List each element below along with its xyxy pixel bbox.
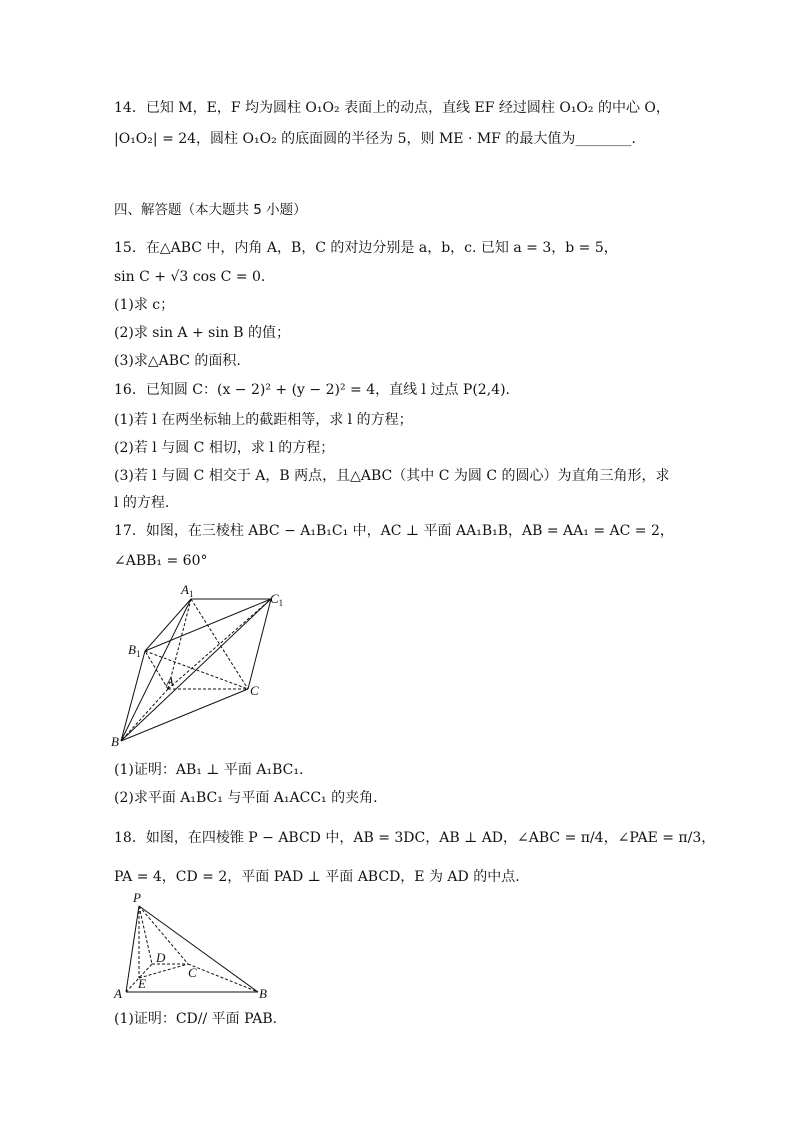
q16-part3a: (3)若 l 与圆 C 相交于 A，B 两点，且△ABC（其中 C 为圆 C 的圆心）为直角三角形，求 [114, 468, 670, 484]
label-b1: $B_1$ [128, 642, 141, 659]
label-d: D [156, 950, 166, 965]
q16-part2: (2)若 l 与圆 C 相切，求 l 的方程； [114, 440, 335, 456]
edge-a-c1-dashed [168, 599, 271, 689]
edge-b-c1 [121, 599, 271, 741]
section-title: 四、解答题（本大题共 5 小题） [114, 202, 307, 218]
label-a: A [166, 674, 174, 689]
q15-part3: (3)求△ABC 的面积. [114, 353, 241, 369]
label-a1: $A_1$ [181, 582, 194, 599]
q18-part1: (1)证明：CD// 平面 PAB. [114, 1011, 278, 1027]
q15-line1: 15．在△ABC 中，内角 A，B，C 的对边分别是 a，b，c. 已知 a = 3，b = 5， [114, 240, 618, 256]
edge-p-b [139, 906, 258, 992]
q16-part1: (1)若 l 在两坐标轴上的截距相等，求 l 的方程； [114, 412, 413, 428]
edge-b-c [121, 689, 248, 741]
q15-part1: (1)求 c； [114, 297, 175, 313]
label-a: A [114, 986, 122, 1001]
prism-figure [108, 578, 293, 750]
q17-part2: (2)求平面 A₁BC₁ 与平面 A₁ACC₁ 的夹角. [114, 790, 378, 806]
label-c: C [250, 683, 259, 698]
label-p: P [133, 890, 141, 905]
q17-part1: (1)证明：AB₁ ⊥ 平面 A₁BC₁. [114, 762, 304, 778]
q14-line2: |O₁O₂| = 24，圆柱 O₁O₂ 的底面圆的半径为 5，则 ME · MF 的最大值为________. [114, 131, 636, 147]
q15-part2: (2)求 sin A + sin B 的值； [114, 325, 291, 341]
edge-a-b1 [145, 651, 168, 689]
edge-c-c1 [248, 599, 271, 689]
label-c: C [188, 965, 197, 980]
q14-line1: 14．已知 M，E，F 均为圆柱 O₁O₂ 表面上的动点，直线 EF 经过圆柱 O₁O₂ 的中心 O， [114, 100, 670, 116]
label-e: E [138, 976, 146, 991]
edge-e-c [139, 964, 188, 978]
q16-part3b: l 的方程. [114, 495, 170, 511]
q18-line1: 18．如图，在四棱锥 P − ABCD 中，AB = 3DC，AB ⊥ AD，∠ABC = π/4，∠PAE = π/3， [114, 830, 716, 846]
edge-c-b [188, 964, 258, 992]
edge-p-d [139, 906, 152, 964]
q17-line1: 17．如图，在三棱柱 ABC − A₁B₁C₁ 中，AC ⊥ 平面 AA₁B₁B，AB = AA₁ = AC = 2， [114, 523, 674, 539]
q16-line1: 16．已知圆 C：(x − 2)² + (y − 2)² = 4，直线 l 过点 P(2,4). [114, 382, 510, 398]
label-c1: $C_1$ [270, 591, 284, 608]
q18-line2: PA = 4，CD = 2，平面 PAD ⊥ 平面 ABCD，E 为 AD 的中点. [114, 869, 520, 885]
q17-line2: ∠ABB₁ = 60° [114, 553, 208, 569]
q15-line2: sin C + √3 cos C = 0. [114, 269, 266, 285]
pyramid-figure [108, 890, 278, 1002]
label-b: B [259, 986, 267, 1001]
label-b: B [111, 734, 119, 749]
